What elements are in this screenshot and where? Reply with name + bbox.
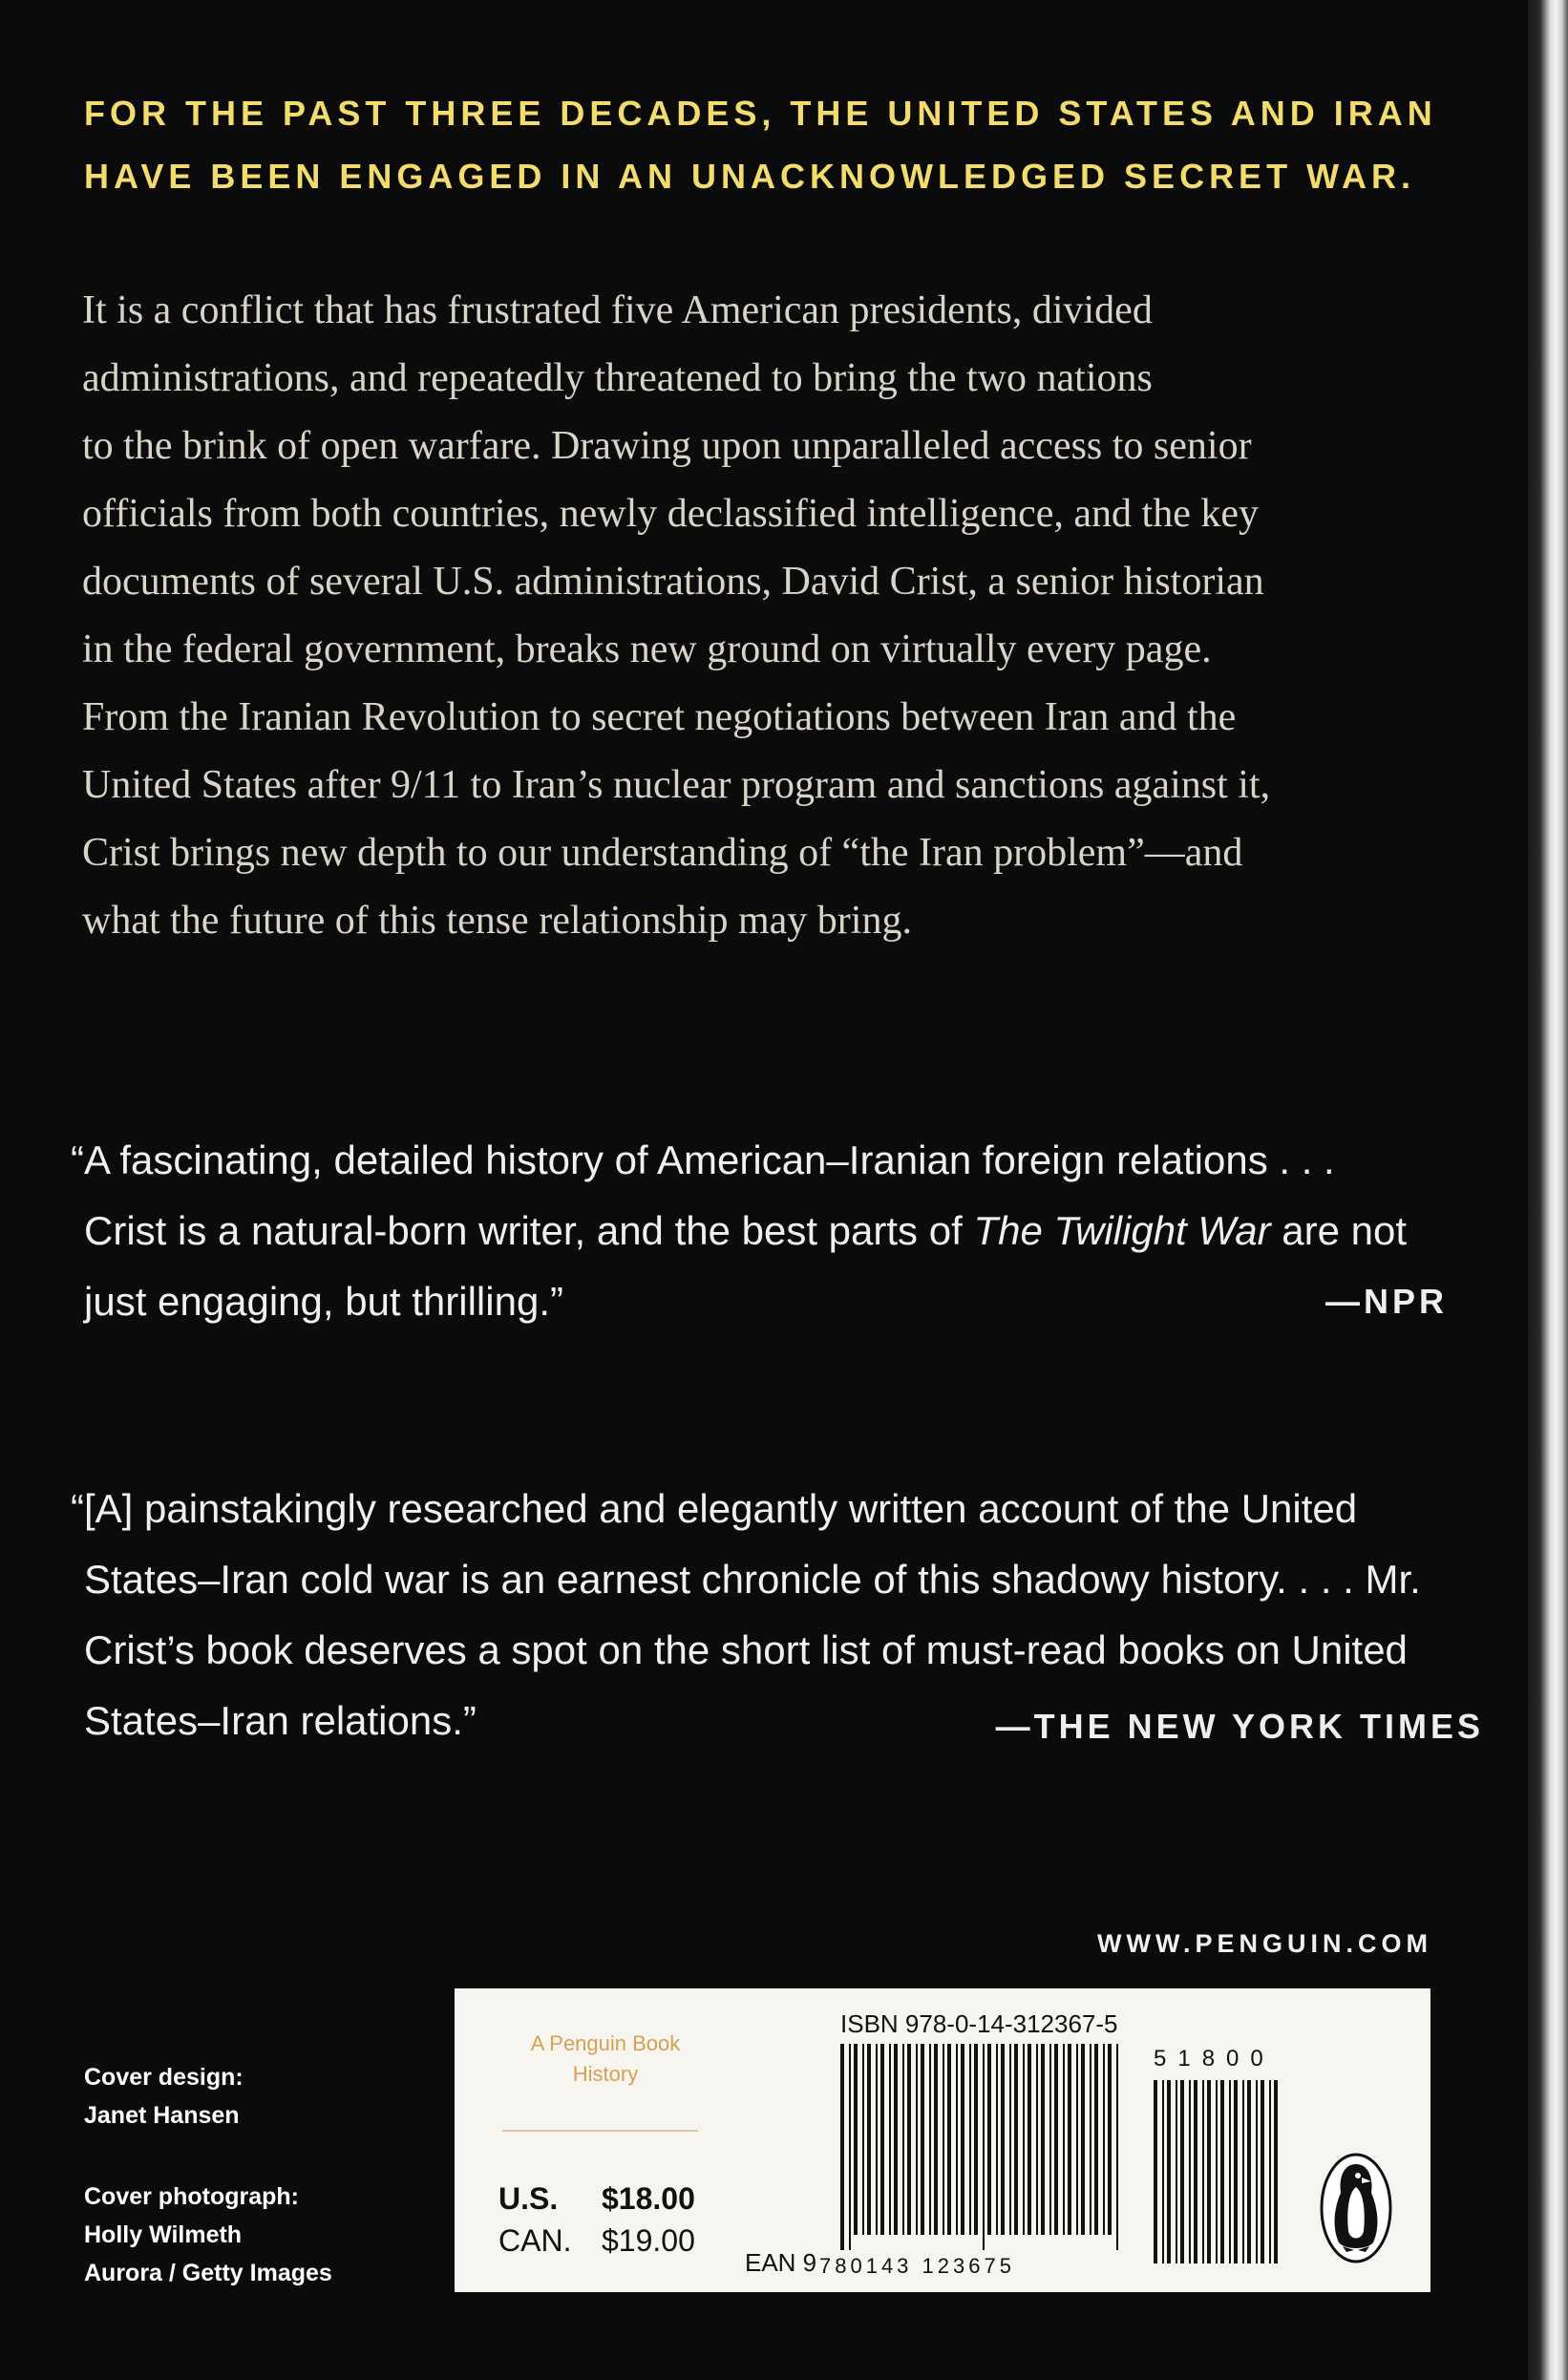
barcode-bar bbox=[916, 2044, 918, 2235]
barcode-bar bbox=[1001, 2044, 1005, 2235]
description-line: administrations, and repeatedly threatened to bring the two nations bbox=[82, 356, 1153, 400]
barcode-bar bbox=[1176, 2080, 1177, 2263]
price-us bbox=[498, 2181, 695, 2217]
barcode-bar bbox=[974, 2044, 978, 2235]
barcode-bar bbox=[969, 2044, 971, 2235]
barcode-bar bbox=[943, 2044, 944, 2235]
quote-text: Crist is a natural-born writer, and the best parts of bbox=[84, 1208, 974, 1253]
credit-name: Holly Wilmeth bbox=[84, 2221, 243, 2248]
spine-edge bbox=[1528, 0, 1568, 2380]
barcode-bar bbox=[1229, 2080, 1231, 2263]
credit-label: Cover photograph: bbox=[84, 2183, 299, 2210]
barcode-bar bbox=[961, 2044, 964, 2235]
headline-line-1: FOR THE PAST THREE DECADES, THE UNITED STATES AND IRAN bbox=[84, 94, 1437, 133]
quote-line: just engaging, but thrilling.” bbox=[84, 1279, 563, 1324]
barcode-bar bbox=[849, 2044, 851, 2250]
credit-name: Janet Hansen bbox=[84, 2102, 240, 2129]
barcode-bar bbox=[1202, 2080, 1204, 2263]
barcode-bar bbox=[1049, 2044, 1051, 2235]
barcode-bar bbox=[880, 2044, 884, 2235]
barcode-bar bbox=[983, 2044, 985, 2250]
headline bbox=[84, 82, 1459, 208]
credit-agency: Aurora / Getty Images bbox=[84, 2260, 332, 2286]
description bbox=[82, 277, 1438, 955]
description-line: documents of several U.S. administrations, David Crist, a senior historian bbox=[82, 560, 1264, 604]
barcode-bar bbox=[1220, 2080, 1224, 2263]
book-title: The Twilight War bbox=[973, 1208, 1271, 1253]
barcode-bar bbox=[996, 2044, 998, 2235]
barcode-bar bbox=[840, 2044, 844, 2250]
publisher-line: A Penguin Book bbox=[530, 2031, 681, 2055]
quote-line: States–Iran cold war is an earnest chronicle of this shadowy history. . . . Mr. bbox=[84, 1557, 1421, 1602]
barcode-bar bbox=[1090, 2044, 1091, 2235]
barcode-bar bbox=[1154, 2080, 1157, 2263]
barcode-bar bbox=[1167, 2080, 1171, 2263]
barcode-bar bbox=[1009, 2044, 1011, 2235]
barcode-bar bbox=[934, 2044, 938, 2235]
barcode-bar bbox=[902, 2044, 904, 2235]
isbn-text: ISBN 978-0-14-312367-5 bbox=[840, 2009, 1118, 2038]
barcode-panel bbox=[455, 1988, 1430, 2292]
quote-source: —THE NEW YORK TIMES bbox=[995, 1707, 1484, 1746]
barcode-bar bbox=[889, 2044, 891, 2235]
description-line: Crist brings new depth to our understanding of “the Iran problem”—and bbox=[82, 831, 1243, 875]
barcode-bar bbox=[1081, 2044, 1085, 2235]
price-value: $19.00 bbox=[602, 2223, 695, 2258]
description-line: It is a conflict that has frustrated five American presidents, divided bbox=[82, 288, 1153, 332]
barcode-bar bbox=[1242, 2080, 1244, 2263]
barcode-bar bbox=[1054, 2044, 1058, 2235]
barcode-bar bbox=[1180, 2080, 1184, 2263]
price-label: U.S. bbox=[498, 2181, 559, 2216]
quote-line: Crist’s book deserves a spot on the short list of must-read books on United bbox=[84, 1627, 1408, 1672]
divider bbox=[502, 2130, 698, 2132]
barcode-bar bbox=[1207, 2080, 1211, 2263]
ean-digits: 780143 123675 bbox=[819, 2254, 1015, 2278]
description-line: what the future of this tense relationship may bring. bbox=[82, 899, 912, 943]
barcode-bar bbox=[1068, 2044, 1071, 2235]
description-line: to the brink of open warfare. Drawing upon unparalleled access to senior bbox=[82, 424, 1252, 468]
barcode-bar bbox=[1269, 2080, 1271, 2263]
barcode-bar bbox=[921, 2044, 924, 2235]
price-label: CAN. bbox=[498, 2223, 572, 2258]
barcode-bar bbox=[1256, 2080, 1258, 2263]
review-quote-nyt bbox=[71, 1474, 1484, 1756]
barcode-bar bbox=[854, 2044, 858, 2235]
quote-line: States–Iran relations.” bbox=[84, 1698, 477, 1743]
barcode-bar bbox=[1094, 2044, 1098, 2235]
price-value: $18.00 bbox=[602, 2181, 695, 2216]
cover-photo-credit bbox=[84, 2178, 332, 2292]
barcode-bar bbox=[1023, 2044, 1025, 2235]
barcode-bar bbox=[876, 2044, 878, 2235]
barcode-bar bbox=[1014, 2044, 1018, 2235]
barcode-bar bbox=[894, 2044, 898, 2235]
publisher-website: WWW.PENGUIN.COM bbox=[1097, 1929, 1432, 1958]
quote-text: are not bbox=[1270, 1208, 1408, 1253]
description-line: United States after 9/11 to Iran’s nuclear program and sanctions against it, bbox=[82, 763, 1271, 807]
description-line: in the federal government, breaks new ground on virtually every page. bbox=[82, 627, 1212, 671]
barcode-bar bbox=[1189, 2080, 1191, 2263]
penguin-logo-icon bbox=[1318, 2151, 1394, 2265]
barcode-bar bbox=[907, 2044, 911, 2235]
headline-line-2: HAVE BEEN ENGAGED IN AN UNACKNOWLEDGED SECRET WAR. bbox=[84, 157, 1416, 196]
ean-prefix: EAN 9 bbox=[745, 2248, 817, 2277]
barcode-bar bbox=[1247, 2080, 1251, 2263]
cover-design-credit bbox=[84, 2058, 244, 2135]
barcode-bar bbox=[1234, 2080, 1238, 2263]
barcode-bar bbox=[1108, 2044, 1112, 2235]
barcode-bar bbox=[929, 2044, 931, 2235]
barcode-bar bbox=[1116, 2044, 1118, 2250]
barcode-bar bbox=[1194, 2080, 1197, 2263]
description-line: From the Iranian Revolution to secret negotiations between Iran and the bbox=[82, 695, 1237, 739]
price-can bbox=[498, 2223, 695, 2259]
quote-line bbox=[71, 1196, 1446, 1266]
quote-line: “A fascinating, detailed history of American–Iranian foreign relations . . . bbox=[71, 1137, 1335, 1182]
publisher-label bbox=[510, 2029, 701, 2090]
barcode-bar bbox=[1261, 2080, 1264, 2263]
credit-label: Cover design: bbox=[84, 2064, 244, 2091]
barcode-bar bbox=[1162, 2080, 1164, 2263]
barcode-bar bbox=[1103, 2044, 1105, 2235]
barcode-bar bbox=[1063, 2044, 1065, 2235]
barcode-bar bbox=[1076, 2044, 1078, 2235]
barcode-bar bbox=[1216, 2080, 1218, 2263]
quote-source: —NPR bbox=[1324, 1282, 1448, 1321]
quote-line: “[A] painstakingly researched and elegantly written account of the United bbox=[71, 1486, 1358, 1531]
supplement-barcode-icon bbox=[1154, 2080, 1287, 2267]
description-line: officials from both countries, newly declassified intelligence, and the key bbox=[82, 492, 1260, 536]
barcode-bar bbox=[1036, 2044, 1038, 2235]
barcode-bar bbox=[862, 2044, 864, 2235]
barcode-bar bbox=[1274, 2080, 1278, 2263]
barcode-bar bbox=[867, 2044, 871, 2235]
barcode-bar bbox=[987, 2044, 991, 2235]
barcode-bar bbox=[947, 2044, 951, 2235]
publisher-line: History bbox=[572, 2062, 639, 2086]
barcode-bar bbox=[1028, 2044, 1031, 2235]
barcode-bar bbox=[1041, 2044, 1045, 2235]
barcode-icon bbox=[840, 2044, 1127, 2254]
review-quote-npr bbox=[71, 1125, 1446, 1337]
barcode-bar bbox=[956, 2044, 958, 2235]
supplement-digits: 51800 bbox=[1154, 2046, 1275, 2072]
